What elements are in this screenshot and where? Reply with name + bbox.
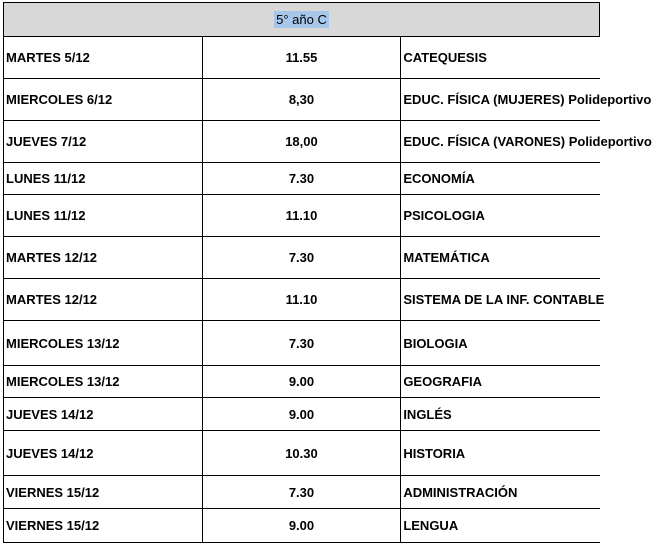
- day-cell: MARTES 5/12: [4, 37, 203, 79]
- subject-cell: SISTEMA DE LA INF. CONTABLE: [401, 279, 600, 321]
- table-row: [4, 431, 600, 476]
- table-row: [4, 476, 600, 509]
- day-cell: VIERNES 15/12: [4, 509, 203, 543]
- table-row: [4, 163, 600, 195]
- exam-schedule-sheet: [3, 2, 652, 542]
- day-cell: VIERNES 15/12: [4, 476, 203, 509]
- day-cell: JUEVES 14/12: [4, 398, 203, 431]
- day-cell: MIERCOLES 6/12: [4, 79, 203, 121]
- time-cell: 11.10: [202, 279, 401, 321]
- table-row: [4, 509, 600, 543]
- time-cell: 7.30: [202, 163, 401, 195]
- table-row: [4, 79, 600, 121]
- day-cell: MIERCOLES 13/12: [4, 321, 203, 366]
- subject-cell: ADMINISTRACIÓN: [401, 476, 600, 509]
- table-row: [4, 279, 600, 321]
- subject-cell: EDUC. FÍSICA (MUJERES) Polideportivo: [401, 79, 600, 121]
- time-cell: 11.10: [202, 195, 401, 237]
- time-cell: 18,00: [202, 121, 401, 163]
- subject-cell: HISTORIA: [401, 431, 600, 476]
- table-title: 5° año C: [276, 12, 327, 27]
- table-row: [4, 37, 600, 79]
- table-row: [4, 321, 600, 366]
- time-cell: 7.30: [202, 321, 401, 366]
- table-body: [4, 37, 652, 543]
- time-cell: 7.30: [202, 476, 401, 509]
- table-header: [4, 3, 600, 37]
- subject-cell: GEOGRAFIA: [401, 366, 600, 398]
- day-cell: MIERCOLES 13/12: [4, 366, 203, 398]
- table-row: [4, 121, 600, 163]
- subject-cell: ECONOMÍA: [401, 163, 600, 195]
- subject-cell: PSICOLOGIA: [401, 195, 600, 237]
- exam-schedule-table: [3, 2, 652, 543]
- day-cell: JUEVES 7/12: [4, 121, 203, 163]
- time-cell: 9.00: [202, 509, 401, 543]
- time-cell: 7.30: [202, 237, 401, 279]
- table-row: [4, 366, 600, 398]
- day-cell: LUNES 11/12: [4, 163, 203, 195]
- subject-cell: MATEMÁTICA: [401, 237, 600, 279]
- time-cell: 10.30: [202, 431, 401, 476]
- table-row: [4, 237, 600, 279]
- subject-cell: BIOLOGIA: [401, 321, 600, 366]
- day-cell: MARTES 12/12: [4, 237, 203, 279]
- time-cell: 8,30: [202, 79, 401, 121]
- table-row: [4, 195, 600, 237]
- time-cell: 9.00: [202, 366, 401, 398]
- day-cell: MARTES 12/12: [4, 279, 203, 321]
- subject-cell: INGLÉS: [401, 398, 600, 431]
- day-cell: JUEVES 14/12: [4, 431, 203, 476]
- day-cell: LUNES 11/12: [4, 195, 203, 237]
- subject-cell: LENGUA: [401, 509, 600, 543]
- subject-cell: CATEQUESIS: [401, 37, 600, 79]
- table-row: [4, 398, 600, 431]
- header-row: [4, 3, 600, 37]
- subject-cell: EDUC. FÍSICA (VARONES) Polideportivo: [401, 121, 600, 163]
- time-cell: 11.55: [202, 37, 401, 79]
- time-cell: 9.00: [202, 398, 401, 431]
